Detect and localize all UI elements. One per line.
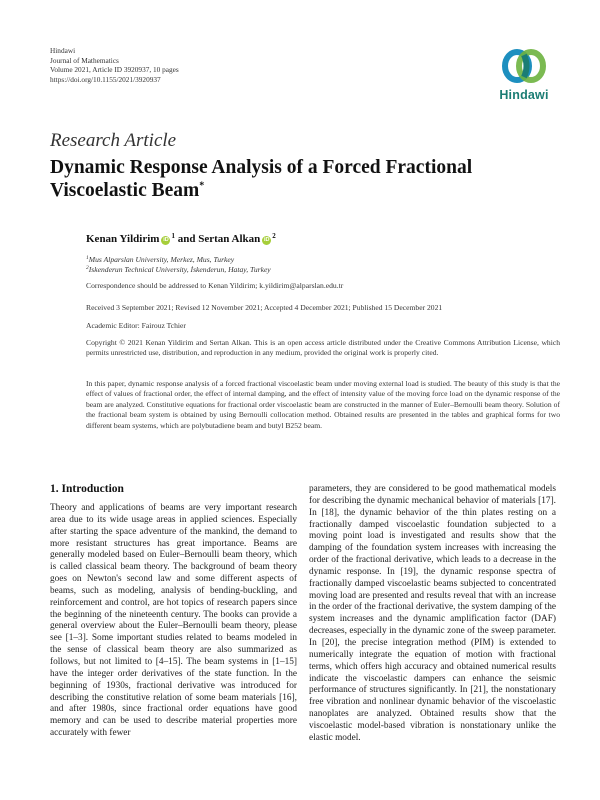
author-affil-num: 1 — [171, 232, 175, 240]
article-title — [50, 156, 490, 202]
journal-meta — [50, 46, 179, 84]
journal-name: Journal of Mathematics — [50, 55, 119, 65]
received-dates: Received 3 September 2021; Revised 12 November 2021; Accepted 4 December 2021; Published 15 December 2021 — [86, 303, 443, 312]
body-paragraph: parameters, they are considered to be good mathematical models for describing the dynamic mechanical behavior of materials [17]. In [18], the dynamic behavior of the thin plates resting on a fractionally damped viscoelastic foundation subjected to a moving point load is investigated and results show that the damping of the foundation system increases with increasing the order of the fractional derivative, which leads to a decrease in the dynamic response. In [19], the dynamic response spectra of fractionally damped viscoelastic beams subjected to concentrated moving load are presented and results reveal that with an increase in the order of the fractional derivative, the system damping of the system increases and the dynamic amplification factor (DAF) decreases, especially in the dynamic zone of the sweep parameter. In [20], the precise integration method (PIM) is extended to numerically integrate the equation of motion with fractional terms, which offers high accuracy and obtained numerical results indicate the viscoelastic dampers can enhance the seismic performance of structures significantly. In [21], the nonstationary free vibration and nonlinear dynamic behavior of the viscoelastic nanoplates are analyzed. Obtained results show that the viscoelastic model-based vibration is nonstationary unlike the elastic model. — [309, 484, 556, 743]
body-column-right — [309, 484, 556, 745]
article-type: Research Article — [50, 130, 177, 151]
author-list — [86, 232, 276, 245]
abstract: In this paper, dynamic response analysis of a forced fractional viscoelastic beam under moving external load is studied. The beauty of this study is that the effect of values of fractional order, the effect of internal damping, and the effect of intensity value of the moving force load on the dynamic response of the beam are analyzed. Constitutive equations for fractional order viscoelastic beam are constructed in the manner of Euler–Bernoulli beam theory. Solution of the fractional beam system is obtained by using Bernoulli collocation method. Obtained results are presented in the tables and graphical forms for two different beam systems, which are polybutadiene beam and butyl B252 beam. — [86, 379, 560, 430]
affiliation-text: Iskenderun Technical University, İskenderun, Hatay, Turkey — [88, 265, 271, 274]
body-paragraph: Theory and applications of beams are very important research area due to its wide usage areas in applied sciences. Especially after starting the space adventure of the mankind, the demand to more resistant structures has great importance. Beams are generally modeled based on Euler–Bernoulli beam theory, which is called classical beam theory. The background of beam theory goes on Newton's second law and some different aspects of beams, such as modeling, analysis of bending-buckling, and reinforcement and control, are hot topics of research papers since the beginning of the nineteenth century. The books can provide a general overview about the Euler–Bernoulli beam theory, please see [1–3]. Some important studies related to beams modeled in the sense of classical beam theory are also summarized as follows, but not limited to [4–15]. The beam systems in [1–15] have the integer order derivatives of the state function. In the beginning of 1930s, fractional derivative was introduced for describing the constitutive relation of some beam materials [16], and after 1980s, since fractional order equations have good memory and can be used to describe material properties more accurately with fewer — [50, 503, 297, 739]
affiliation — [86, 265, 271, 274]
publisher-name: Hindawi — [50, 46, 76, 55]
section-heading: 1. Introduction — [50, 483, 124, 495]
author-name[interactable]: Kenan Yildirim — [86, 233, 160, 245]
doi-link[interactable]: https://doi.org/10.1155/2021/3920937 — [50, 74, 161, 84]
orcid-icon[interactable]: iD — [163, 237, 169, 243]
author-name[interactable]: Sertan Alkan — [198, 233, 261, 245]
volume-line: Volume 2021, Article ID 3920937, 10 pages — [50, 65, 179, 75]
authors-joiner: and — [174, 233, 199, 245]
affiliation-num: 1 — [86, 255, 89, 261]
orcid-icon[interactable]: iD — [264, 237, 270, 243]
academic-editor: Academic Editor: Fairouz Tchier — [86, 321, 186, 330]
hindawi-logo — [492, 46, 556, 102]
affiliation-num: 2 — [86, 265, 89, 271]
correspondence: Correspondence should be addressed to Kenan Yildirim; k.yildirim@alparslan.edu.tr — [86, 281, 344, 290]
affiliation-text: Mus Alparslan University, Merkez, Mus, Turkey — [88, 255, 235, 264]
logo-wordmark: Hindawi — [499, 88, 549, 102]
title-mark: * — [199, 180, 205, 192]
copyright-notice: Copyright © 2021 Kenan Yildirim and Sertan Alkan. This is an open access article distributed under the Creative Commons Attribution License, which permits unrestricted use, distribution, and reproduction in any medium, provided the original work is properly cited. — [86, 338, 560, 357]
body-column-left — [50, 503, 297, 740]
title-text: Dynamic Response Analysis of a Forced Fractional Viscoelastic Beam — [50, 157, 473, 201]
affiliation — [86, 255, 234, 264]
hindawi-logo-icon — [500, 46, 548, 86]
author-affil-num: 2 — [272, 232, 276, 240]
